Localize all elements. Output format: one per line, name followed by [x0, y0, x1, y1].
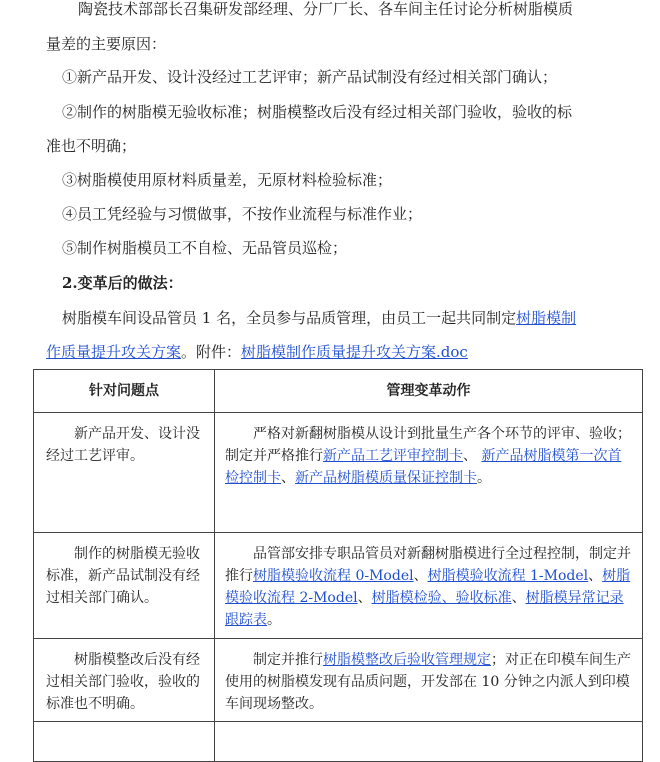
separator: 、	[281, 470, 295, 486]
action-text: 严格对新翻树脂模从设计到批量生产各个环节的评审、验收；制定并严格推行	[225, 426, 631, 464]
action-text: 制定并推行	[253, 652, 323, 668]
section-2-heading: 2.变革后的做法：	[62, 274, 183, 292]
link-first-inspection-card[interactable]: 新产品树脂模第一次首检控制卡	[225, 448, 622, 486]
header-issue: 针对问题点	[34, 370, 215, 413]
action-cell-empty	[215, 722, 643, 762]
para-line-1	[62, 301, 660, 335]
link-anomaly-tracking-sheet[interactable]: 树脂模异常记录跟踪表	[225, 590, 624, 628]
action-text: ；对正在印模车间生产使用的树脂模发现有品质问题，开发部在 10 分钟之内派人到印模车间现场整改。	[225, 652, 631, 712]
issue-cell: 树脂模整改后没有经过相关部门验收，验收的标准也不明确。	[34, 639, 215, 722]
table-row	[34, 413, 643, 533]
table-header-row	[34, 370, 643, 413]
action-cell	[215, 639, 643, 722]
issue-cell: 新产品开发、设计没经过工艺评审。	[34, 413, 215, 533]
cause-5: ⑤制作树脂模员工不自检、无品管员巡检；	[62, 239, 348, 257]
issue-cell-empty	[34, 722, 215, 762]
separator: 、	[357, 590, 372, 606]
action-cell	[215, 533, 643, 639]
table-row	[34, 722, 643, 762]
cause-2-line-2: 准也不明确；	[46, 137, 137, 155]
para-line-2	[46, 335, 660, 369]
plan-link-part-1[interactable]: 树脂模制	[516, 309, 577, 327]
table-row	[34, 639, 643, 722]
action-text: 品管部安排专职品管员对新翻树脂模进行全过程控制，制定并推行	[225, 546, 631, 584]
punctuation: 。	[477, 470, 491, 486]
link-process-review-card[interactable]: 新产品工艺评审控制卡	[323, 448, 463, 464]
reform-table	[33, 369, 643, 762]
attachment-label: 。附件：	[181, 343, 242, 361]
cause-1: ①新产品开发、设计没经过工艺评审；新产品试制没有经过相关部门确认；	[62, 68, 558, 86]
cause-4: ④员工凭经验与习惯做事，不按作业流程与标准作业；	[62, 205, 423, 223]
separator: 、	[463, 448, 482, 464]
link-acceptance-flow-0[interactable]: 树脂模验收流程 0-Model	[253, 568, 414, 584]
header-action: 管理变革动作	[215, 370, 643, 413]
separator: 、	[511, 590, 526, 606]
link-acceptance-flow-1[interactable]: 树脂模验收流程 1-Model	[427, 568, 589, 584]
cause-2-line-1: ②制作的树脂模无验收标准；树脂模整改后没有经过相关部门验收，验收的标	[62, 103, 573, 121]
link-inspection-standard[interactable]: 树脂模检验、验收标准	[371, 590, 512, 606]
link-rectification-acceptance-rules[interactable]: 树脂模整改后验收管理规定	[323, 652, 491, 668]
link-acceptance-flow-2[interactable]: 树脂模验收流程 2-Model	[225, 568, 631, 606]
action-cell	[215, 413, 643, 533]
issue-cell: 制作的树脂模无验收标准，新产品试制没有经过相关部门确认。	[34, 533, 215, 639]
plan-link-part-2[interactable]: 作质量提升攻关方案	[46, 343, 182, 361]
para-text: 树脂模车间设品管员 1 名，全员参与品质管理，由员工一起共同制定	[62, 309, 517, 327]
intro-line-2: 量差的主要原因：	[46, 35, 167, 53]
punctuation: 。	[267, 612, 281, 628]
separator: 、	[413, 568, 428, 584]
intro-line-1: 陶瓷技术部部长召集研发部经理、分厂厂长、各车间主任讨论分析树脂模质	[78, 0, 574, 18]
table-row	[34, 533, 643, 639]
separator: 、	[588, 568, 603, 584]
cause-3: ③树脂模使用原材料质量差，无原材料检验标准；	[62, 171, 393, 189]
link-quality-assurance-card[interactable]: 新产品树脂模质量保证控制卡	[295, 470, 477, 486]
attachment-doc-link[interactable]: 树脂模制作质量提升攻关方案.doc	[241, 343, 468, 361]
